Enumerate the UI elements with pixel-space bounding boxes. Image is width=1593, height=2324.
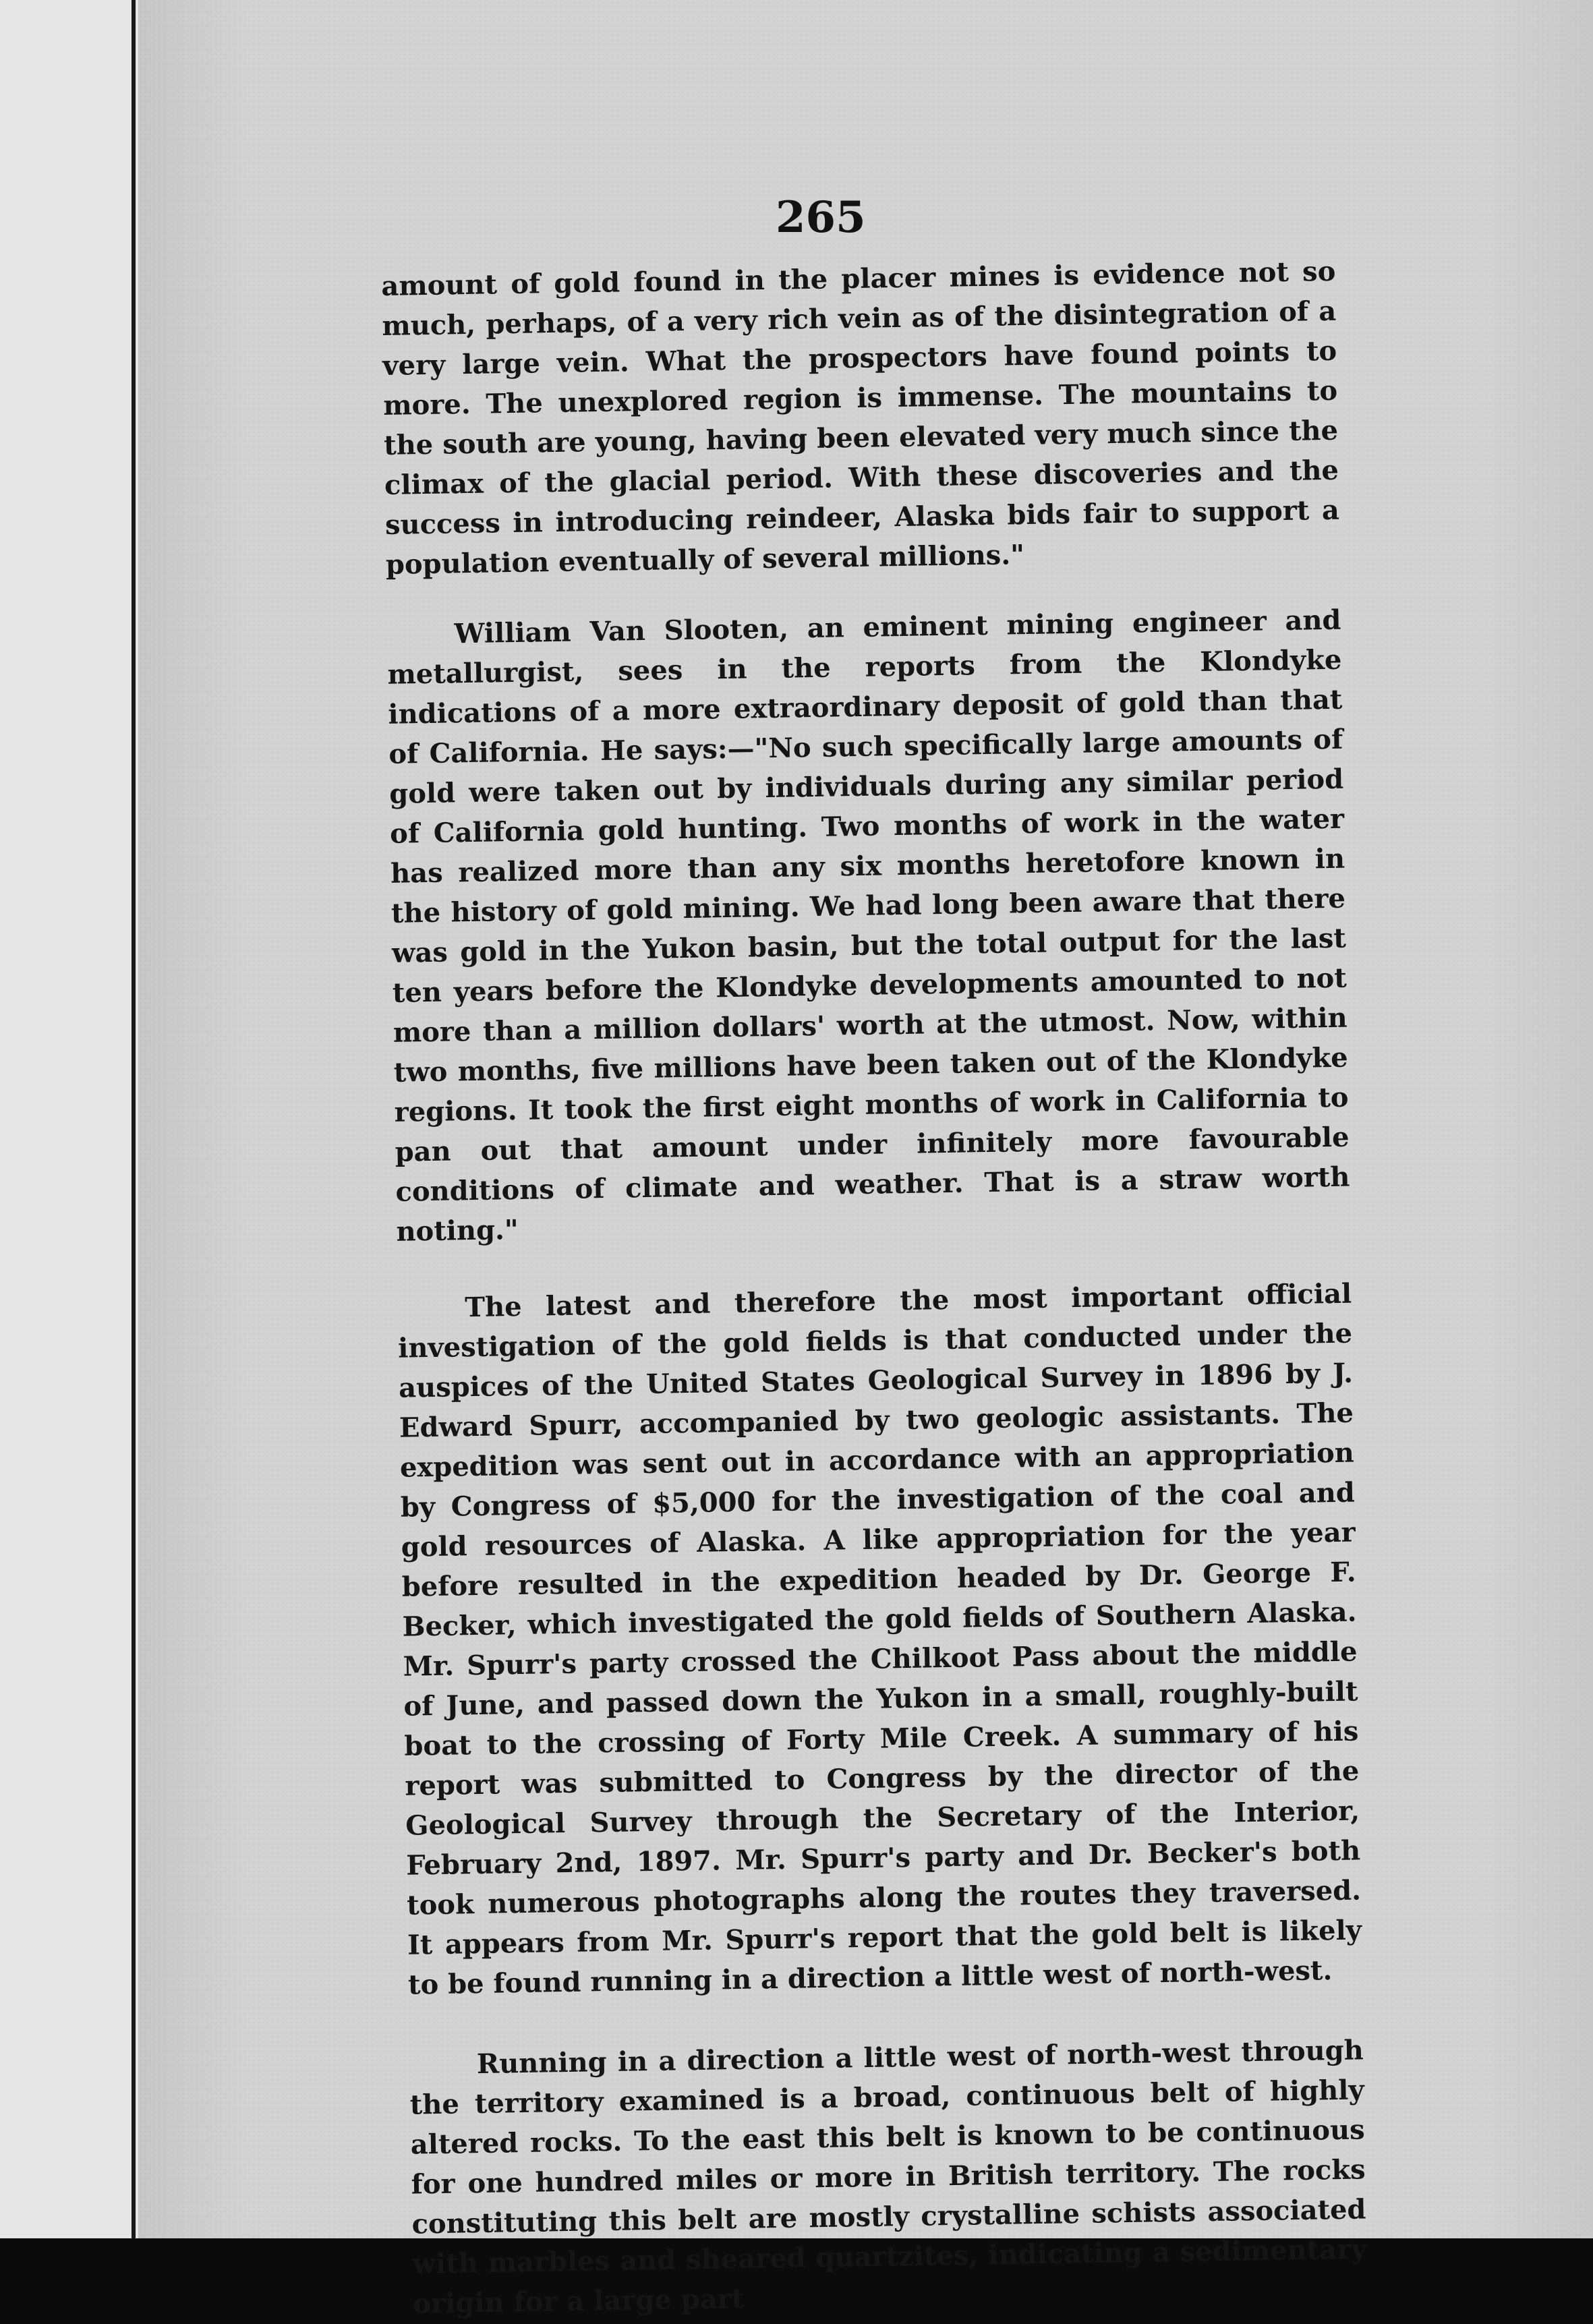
page-edge bbox=[0, 0, 148, 2238]
paragraph-2: William Van Slooten, an eminent mining engineer and metallurgist, sees in the reports from the Klondyke indications of a more extraordinary deposit of gold than that of California. He says:—"No such specifically large amounts of gold were taken out by individuals during any similar period of California gold hunting. Two months of work in the water has realized more than any six months heretofore known in the history of gold mining. We had long been aware that there was gold in the Yukon basin, but the total output for the last ten years before the Klondyke developments amounted to not more than a million dollars' worth at the utmost. Now, within two months, five millions have been taken out of the Klondyke regions. It took the first eight months of work in California to pan out that amount under infinitely more favourable conditions of climate and weather. That is a straw worth noting." bbox=[387, 604, 1350, 1248]
body-text bbox=[381, 252, 1368, 2324]
binding-line bbox=[132, 0, 136, 2238]
paragraph-3: The latest and therefore the most important official investigation of the gold fields is that conducted under the auspices of the United States Geological Survey in 1896 by J. Edward Spurr, accompanied by two geologic assistants. The expedition was sent out in accordance with an appropriation by Congress of $5,000 for the investigation of the coal and gold resources of Alaska. A like appropriation for the year before resulted in the expedition headed by Dr. George F. Becker, which investigated the gold fields of Southern Alaska. Mr. Spurr's party crossed the Chilkoot Pass about the middle of June, and passed down the Yukon in a small, roughly-built boat to the crossing of Forty Mile Creek. A summary of his report was submitted to Congress by the director of the Geological Survey through the Secretary of the Interior, February 2nd, 1897. Mr. Spurr's party and Dr. Becker's both took numerous photographs along the routes they traversed. It appears from Mr. Spurr's report that the gold belt is likely to be found running in a direction a little west of north-west. bbox=[397, 1277, 1362, 2001]
paragraph-4: Running in a direction a little west of north-west through the territory examined is a broad, continuous belt of highly altered rocks. To the east this belt is known to be continuous for one hundred miles or more in British territory. The rocks constituting this belt are mostly crystalline schists associated with marbles and sheared quartzites, indicating a sedimentary origin for a large part bbox=[409, 2034, 1367, 2320]
page-number: 265 bbox=[776, 192, 866, 243]
paragraph-1: amount of gold found in the placer mines is evidence not so much, perhaps, of a very rich vein as of the disintegration of a very large vein. What the prospectors have found points to more. The unexplored region is immense. The mountains to the south are young, having been elevated very much since the climax of the glacial period. With these discoveries and the success in introducing reindeer, Alaska bids fair to support a population eventually of several millions." bbox=[381, 255, 1340, 581]
